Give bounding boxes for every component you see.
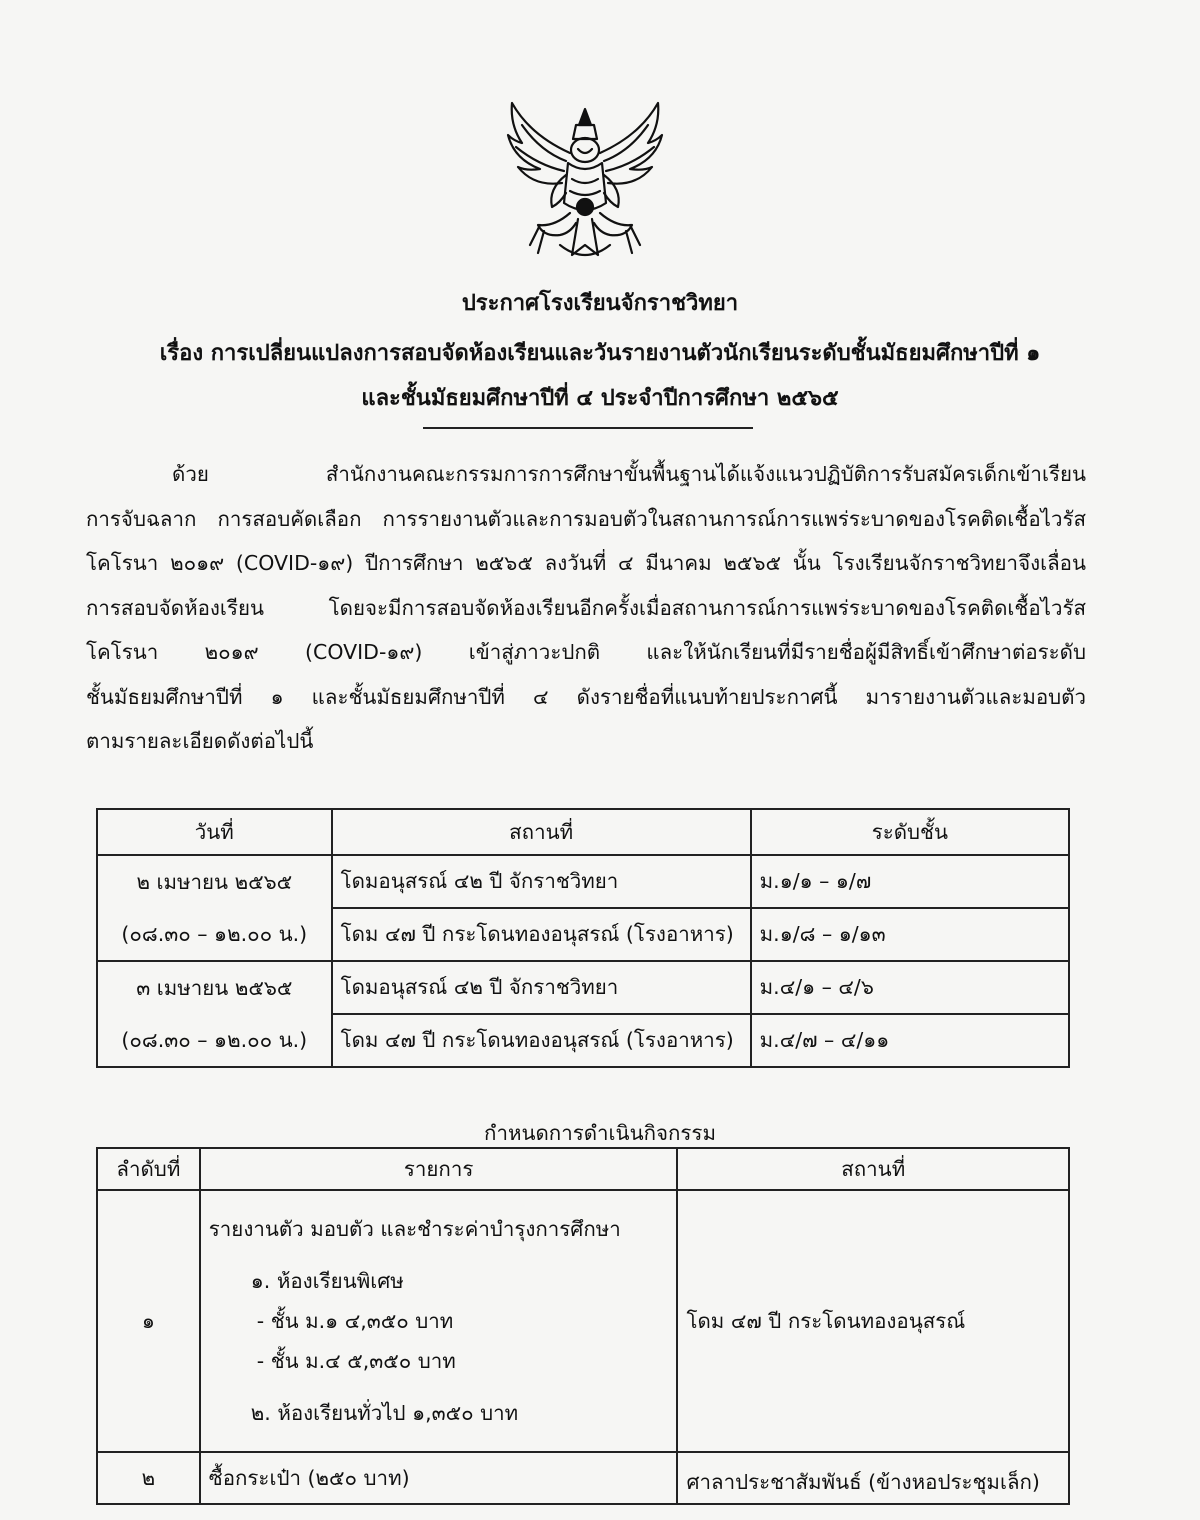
item-cell	[200, 1190, 678, 1452]
table-row	[97, 855, 1069, 908]
body-line: การจับฉลาก การสอบคัดเลือก การรายงานตัวและการมอบตัวในสถานการณ์การแพร่ระบาดของโรคติดเชื้อไวรัส	[86, 506, 1086, 531]
table-row	[97, 1452, 1069, 1504]
time-text: (๐๘.๓๐ – ๑๒.๐๐ น.)	[121, 922, 308, 946]
schedule-table	[96, 808, 1070, 1068]
column-header-level: ระดับชั้น	[751, 809, 1069, 855]
body-line: โคโรนา ๒๐๑๙ (COVID-๑๙) ปีการศึกษา ๒๕๖๕ ลงวันที่ ๔ มีนาคม ๒๕๖๕ นั้น โรงเรียนจักราชวิทยาจึงเลื่อน	[86, 551, 1086, 575]
fee-line: - ชั้น ม.๑ ๔,๓๕๐ บาท	[256, 1309, 454, 1333]
level-cell: ม.๑/๑ – ๑/๗	[751, 855, 1069, 908]
body-line: ชั้นมัธยมศึกษาปีที่ ๑ และชั้นมัธยมศึกษาปีที่ ๔ ดังรายชื่อที่แนบท้ายประกาศนี้ มารายงานตัวและมอบตัว	[86, 684, 1086, 709]
item-title: รายงานตัว มอบตัว และชำระค่าบำรุงการศึกษา	[208, 1217, 621, 1241]
date-text: ๓ เมษายน ๒๕๖๕	[136, 976, 293, 1000]
activities-table	[96, 1147, 1070, 1505]
level-cell: ม.๔/๗ – ๔/๑๑	[751, 1014, 1069, 1067]
announcement-title: ประกาศโรงเรียนจักราชวิทยา	[461, 291, 739, 316]
column-header-date: วันที่	[97, 809, 332, 855]
subject-line: เรื่อง การเปลี่ยนแปลงการสอบจัดห้องเรียนและวันรายงานตัวนักเรียนระดับชั้นมัธยมศึกษาปีที่ ๑	[159, 341, 1041, 366]
date-cell	[97, 855, 332, 961]
body-line: โคโรนา ๒๐๑๙ (COVID-๑๙) เข้าสู่ภาวะปกติ และให้นักเรียนที่มีรายชื่อผู้มีสิทธิ์เข้าศึกษาต่อระดับ	[86, 640, 1086, 664]
body-line: ด้วย สำนักงานคณะกรรมการการศึกษาขั้นพื้นฐานได้แจ้งแนวปฏิบัติการรับสมัครเด็กเข้าเรียน	[172, 462, 1086, 486]
column-header-place: สถานที่	[677, 1148, 1069, 1190]
body-paragraph	[86, 452, 1086, 764]
place-cell: โดม ๔๗ ปี กระโดนทองอนุสรณ์	[677, 1190, 1069, 1452]
level-cell: ม.๔/๑ – ๔/๖	[751, 961, 1069, 1014]
subject-line-continued: และชั้นมัธยมศึกษาปีที่ ๔ ประจำปีการศึกษา ๒๕๖๕	[361, 386, 839, 411]
column-header-place: สถานที่	[332, 809, 751, 855]
level-cell: ม.๑/๘ – ๑/๑๓	[751, 908, 1069, 961]
number-cell: ๒	[97, 1452, 200, 1504]
place-cell: โดม ๔๗ ปี กระโดนทองอนุสรณ์ (โรงอาหาร)	[332, 908, 751, 961]
sub-item: ๑. ห้องเรียนพิเศษ	[250, 1269, 404, 1293]
table-header-row	[97, 1148, 1069, 1190]
sub-item: ๒. ห้องเรียนทั่วไป ๑,๓๕๐ บาท	[250, 1401, 519, 1425]
table-row	[97, 961, 1069, 1014]
item-cell: ซื้อกระเป๋า (๒๕๐ บาท)	[200, 1452, 678, 1504]
column-header-item: รายการ	[200, 1148, 678, 1190]
number-cell: ๑	[97, 1190, 200, 1452]
body-line: ตามรายละเอียดดังต่อไปนี้	[86, 729, 314, 753]
date-cell	[97, 961, 332, 1067]
activities-caption: กำหนดการดำเนินกิจกรรม	[484, 1121, 716, 1145]
place-cell: โดมอนุสรณ์ ๔๒ ปี จักราชวิทยา	[332, 961, 751, 1014]
fee-line: - ชั้น ม.๔ ๕,๓๕๐ บาท	[256, 1349, 456, 1373]
header-divider	[423, 427, 753, 429]
table-row	[97, 1190, 1069, 1452]
place-cell: ศาลาประชาสัมพันธ์ (ข้างหอประชุมเล็ก)	[677, 1452, 1069, 1504]
place-cell: โดม ๔๗ ปี กระโดนทองอนุสรณ์ (โรงอาหาร)	[332, 1014, 751, 1067]
date-text: ๒ เมษายน ๒๕๖๕	[136, 870, 293, 894]
table-header-row	[97, 809, 1069, 855]
column-header-number: ลำดับที่	[97, 1148, 200, 1190]
place-cell: โดมอนุสรณ์ ๔๒ ปี จักราชวิทยา	[332, 855, 751, 908]
body-line: การสอบจัดห้องเรียน โดยจะมีการสอบจัดห้องเรียนอีกครั้งเมื่อสถานการณ์การแพร่ระบาดของโรคติดเชื้อไวรัส	[86, 595, 1086, 620]
garuda-emblem-icon	[500, 95, 670, 270]
time-text: (๐๘.๓๐ – ๑๒.๐๐ น.)	[121, 1028, 308, 1052]
